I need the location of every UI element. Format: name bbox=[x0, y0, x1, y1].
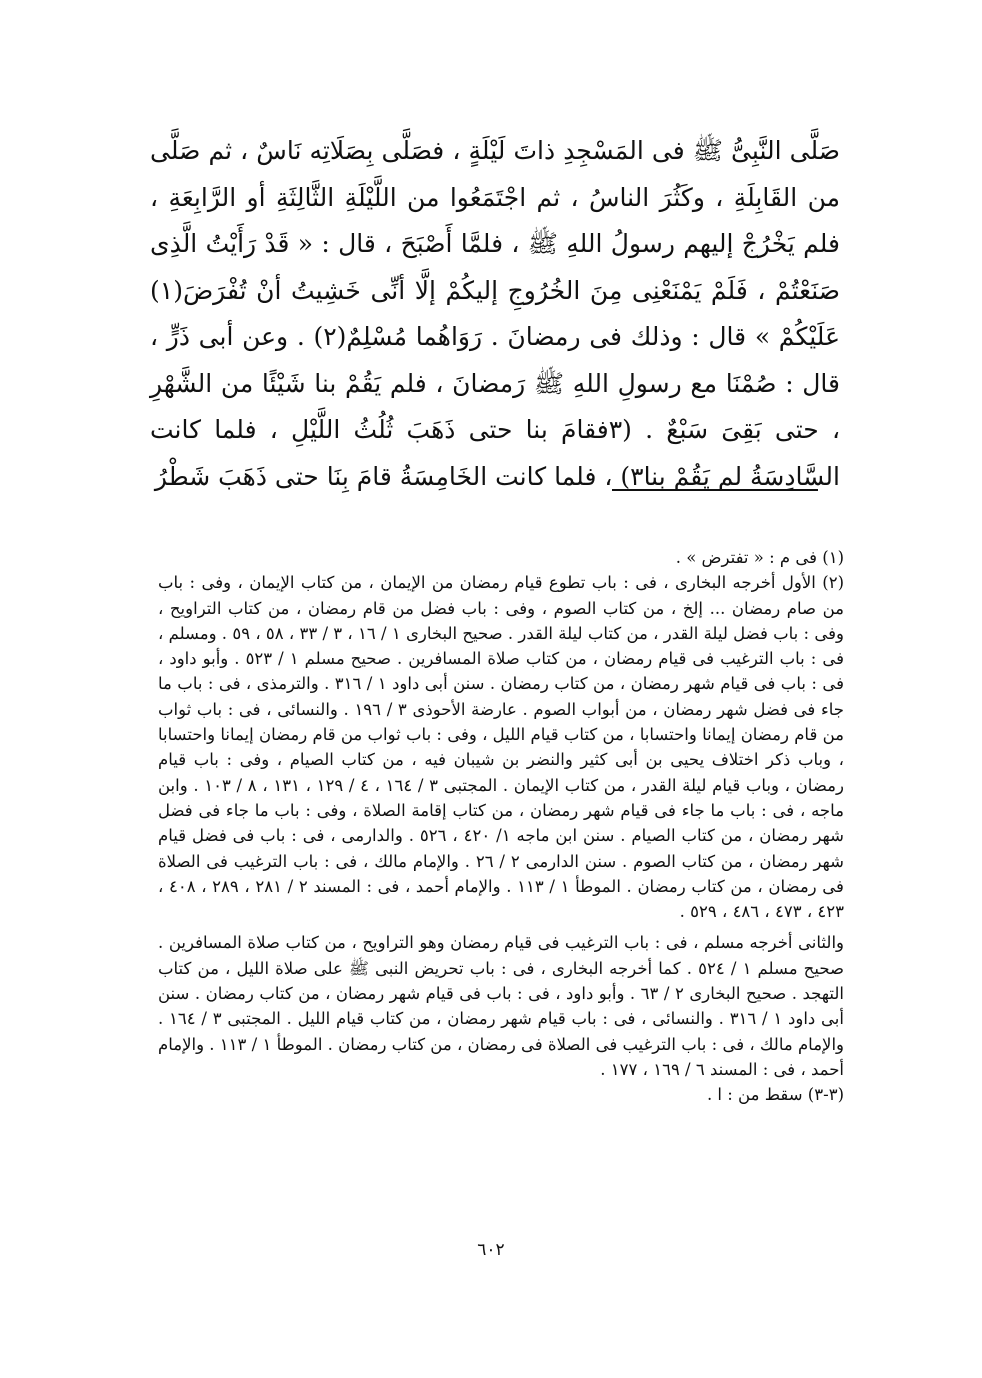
footnote-2-continued: والثانى أخرجه مسلم ، فى : باب الترغيب فى قيام رمضان وهو التراويح ، من كتاب صلاة المسافرين . صحيح مسلم ١ / ٥٢٤ . كما أخرجه البخارى ، فى : باب تحريض النبى ﷺ على صلاة الليل ، من كتاب التهجد . صحيح البخارى ٢ / ٦٣ . وأبو داود ، فى : باب فى قيام شهر رمضان ، من كتاب رمضان . سنن أبى داود ١ / ٣١٦ . والنسائى ، فى : باب قيام شهر رمضان ، من كتاب قيام الليل . المجتبى ٣ / ١٦٤ . والإمام مالك ، فى : باب الترغيب فى الصلاة فى رمضان ، من كتاب رمضان . الموطأ ١ / ١١٣ . والإمام أحمد ، فى : المسند ٦ / ١٦٩ ، ١٧٧ . bbox=[158, 933, 844, 1079]
main-text-block bbox=[150, 128, 840, 500]
footnote-2: (٢) الأول أخرجه البخارى ، فى : باب تطوع قيام رمضان من الإيمان ، من كتاب الإيمان ، وفى : باب من صام رمضان ... إلخ ، من كتاب الصوم ، وفى : باب فضل من قام رمضان ، من كتاب التراويح ، وفى : باب فضل ليلة القدر ، من كتاب ليلة القدر . صحيح البخارى ١ / ١٦ ، ٣ / ٣٣ ، ٥٨ ، ٥٩ . ومسلم ، فى : باب الترغيب فى قيام رمضان ، من كتاب صلاة المسافرين . صحيح مسلم ١ / ٥٢٣ . وأبو داود ، فى : باب فى قيام شهر رمضان ، من كتاب رمضان . سنن أبى داود ١ / ٣١٦ . والترمذى ، فى : باب ما جاء فى فضل شهر رمضان ، من أبواب الصوم . عارضة الأحوذى ٣ / ١٩٦ . والنسائى ، فى : باب ثواب من قام رمضان إيمانا واحتسابا ، من كتاب قيام الليل ، وفى : باب ثواب من قام رمضان إيمانا واحتسابا ، وباب ذكر اختلاف يحيى بن أبى كثير والنضر بن شيبان فيه ، من كتاب الصيام ، وفى : باب قيام رمضان ، وباب قيام ليلة القدر ، من كتاب الإيمان . المجتبى ٣ / ١٦٤ ، ٤ / ١٢٩ ، ١٣١ ، ٨ / ١٠٣ . وابن ماجه ، فى : باب ما جاء فى قيام شهر رمضان ، من كتاب إقامة الصلاة ، وفى : باب ما جاء فى فضل شهر رمضان ، من كتاب الصيام . سنن ابن ماجه ١/ ٤٢٠ ، ٥٢٦ . والدارمى ، فى : باب فى فضل قيام شهر رمضان ، من كتاب الصوم . سنن الدارمى ٢ / ٢٦ . والإمام مالك ، فى : باب الترغيب فى الصلاة فى رمضان ، من كتاب رمضان . الموطأ ١ / ١١٣ . والإمام أحمد ، فى : المسند ٢ / ٢٨١ ، ٢٨٩ ، ٤٠٨ ، ٤٢٣ ، ٤٧٣ ، ٤٨٦ ، ٥٢٩ . bbox=[158, 573, 844, 922]
footnote-3: (٣-٣) سقط من : ا . bbox=[706, 1085, 844, 1105]
page-number: ٦٠٢ bbox=[477, 1240, 505, 1260]
main-paragraph: صَلَّى النَّبِىُّ ﷺ فى المَسْجِدِ ذاتَ لَيْلَةٍ ، فصَلَّى بِصَلَاتِه نَاسٌ ، ثم صَلَّى من القَابِلَةِ ، وكَثُرَ الناسُ ، ثم اجْتَمَعُوا من اللَّيْلَةِ الثَّالِثَةِ أو الرَّابِعَةِ ، فلم يَخْرُجْ إليهم رسولُ اللهِ ﷺ ، فلمَّا أَصْبَحَ ، قال : « قَدْ رَأَيْتُ الَّذِى صَنَعْتُمْ ، فَلَمْ يَمْنَعْنِى مِنَ الخُرُوجِ إليكُمْ إلَّا أنِّى خَشِيتُ أنْ تُفْرَضَ(١) عَلَيْكُمْ » قال : وذلك فى رمضانَ . رَوَاهُما مُسْلِمٌ(٢) . وعن أبى ذَرٍّ ، قال : صُمْنَا مع رسولِ اللهِ ﷺ رَمضانَ ، فلم يَقُمْ بنا شَيْئًا من الشَّهْرِ ، حتى بَقِىَ سَبْعٌ . (٣فقامَ بنا حتى ذَهَبَ ثُلُثُ اللَّيْلِ ، فلما كانت السَّادِسَةُ لم يَقُمْ بنا٣) ، فلما كانت الخَامِسَةُ قامَ بِنَا حتى ذَهَبَ شَطْرُ bbox=[150, 136, 841, 491]
footnote-separator bbox=[612, 489, 818, 491]
footnotes-block bbox=[158, 545, 844, 1108]
footnote-1: (١) فى م : « تفترض » . bbox=[675, 548, 844, 567]
